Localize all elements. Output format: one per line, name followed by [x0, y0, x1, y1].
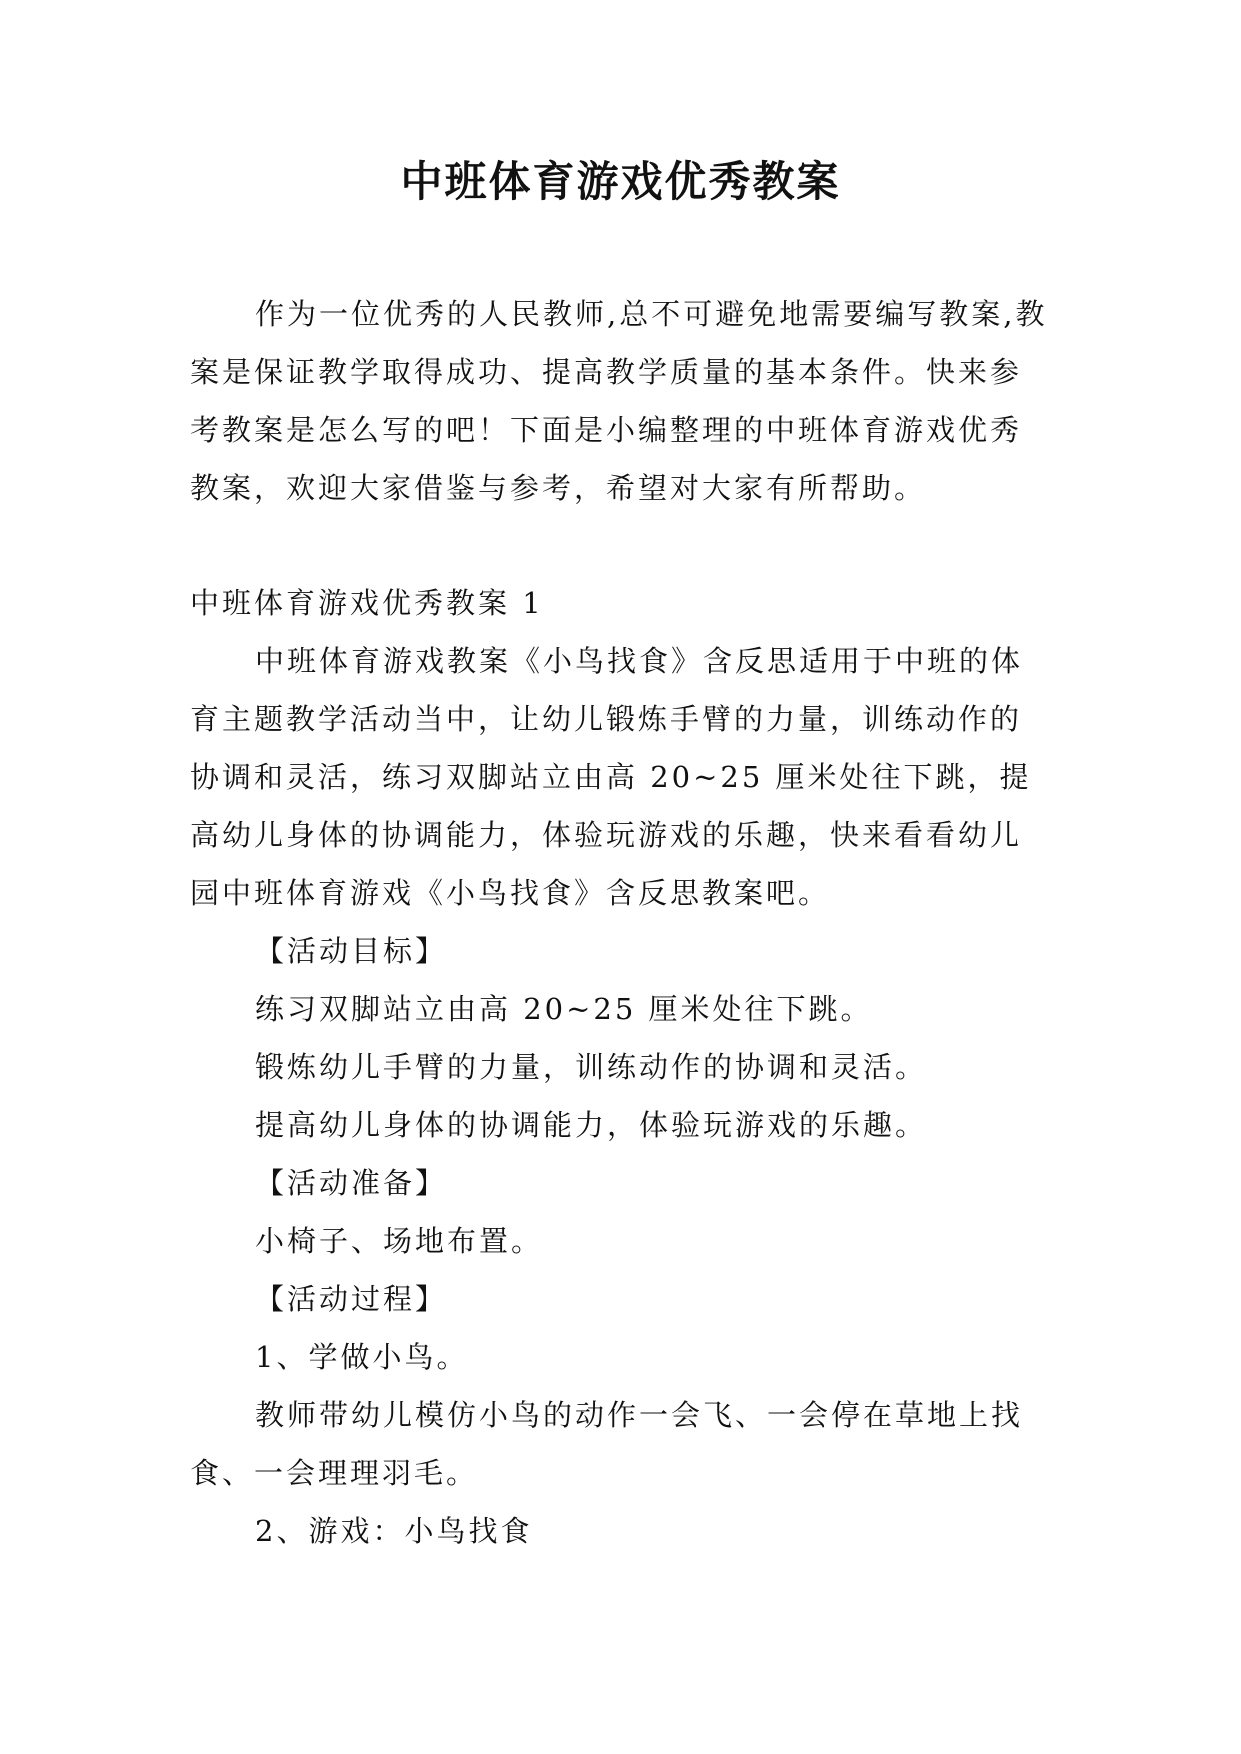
- goal-item-1: 练习双脚站立由高 20~25 厘米处往下跳。: [255, 992, 873, 1026]
- prep-heading: 【活动准备】: [255, 1166, 448, 1200]
- step-1-heading: 1、学做小鸟。: [255, 1340, 469, 1374]
- section-heading: 中班体育游戏优秀教案 1: [190, 586, 544, 620]
- goal-item-3: 提高幼儿身体的协调能力，体验玩游戏的乐趣。: [255, 1108, 928, 1142]
- intro-paragraph: 作为一位优秀的人民教师,总不可避免地需要编写教案,教案是保证教学取得成功、提高教学质量的基本条件。快来参考教案是怎么写的吧！下面是小编整理的中班体育游戏优秀教案，欢迎大家借鉴与参考，希望对大家有所帮助。: [190, 297, 1048, 505]
- step-1-paragraph: 教师带幼儿模仿小鸟的动作一会飞、一会停在草地上找食、一会理理羽毛。: [190, 1398, 1024, 1490]
- intro-block: [190, 285, 1050, 517]
- document-title: 中班体育游戏优秀教案: [400, 157, 841, 206]
- goal-item-2: 锻炼幼儿手臂的力量，训练动作的协调和灵活。: [255, 1050, 928, 1084]
- step-2-heading: 2、游戏：小鸟找食: [255, 1514, 533, 1548]
- process-heading: 【活动过程】: [255, 1282, 448, 1316]
- prep-text: 小椅子、场地布置。: [255, 1224, 544, 1258]
- section-intro-paragraph: 中班体育游戏教案《小鸟找食》含反思适用于中班的体育主题教学活动当中，让幼儿锻炼手臂的力量，训练动作的协调和灵活，练习双脚站立由高 20~25 厘米处往下跳，提高幼儿身体的协调能力，体验玩游戏的乐趣，快来看看幼儿园中班体育游戏《小鸟找食》含反思教案吧。: [190, 644, 1032, 910]
- section-block: [190, 574, 1050, 1560]
- goals-heading: 【活动目标】: [255, 934, 448, 968]
